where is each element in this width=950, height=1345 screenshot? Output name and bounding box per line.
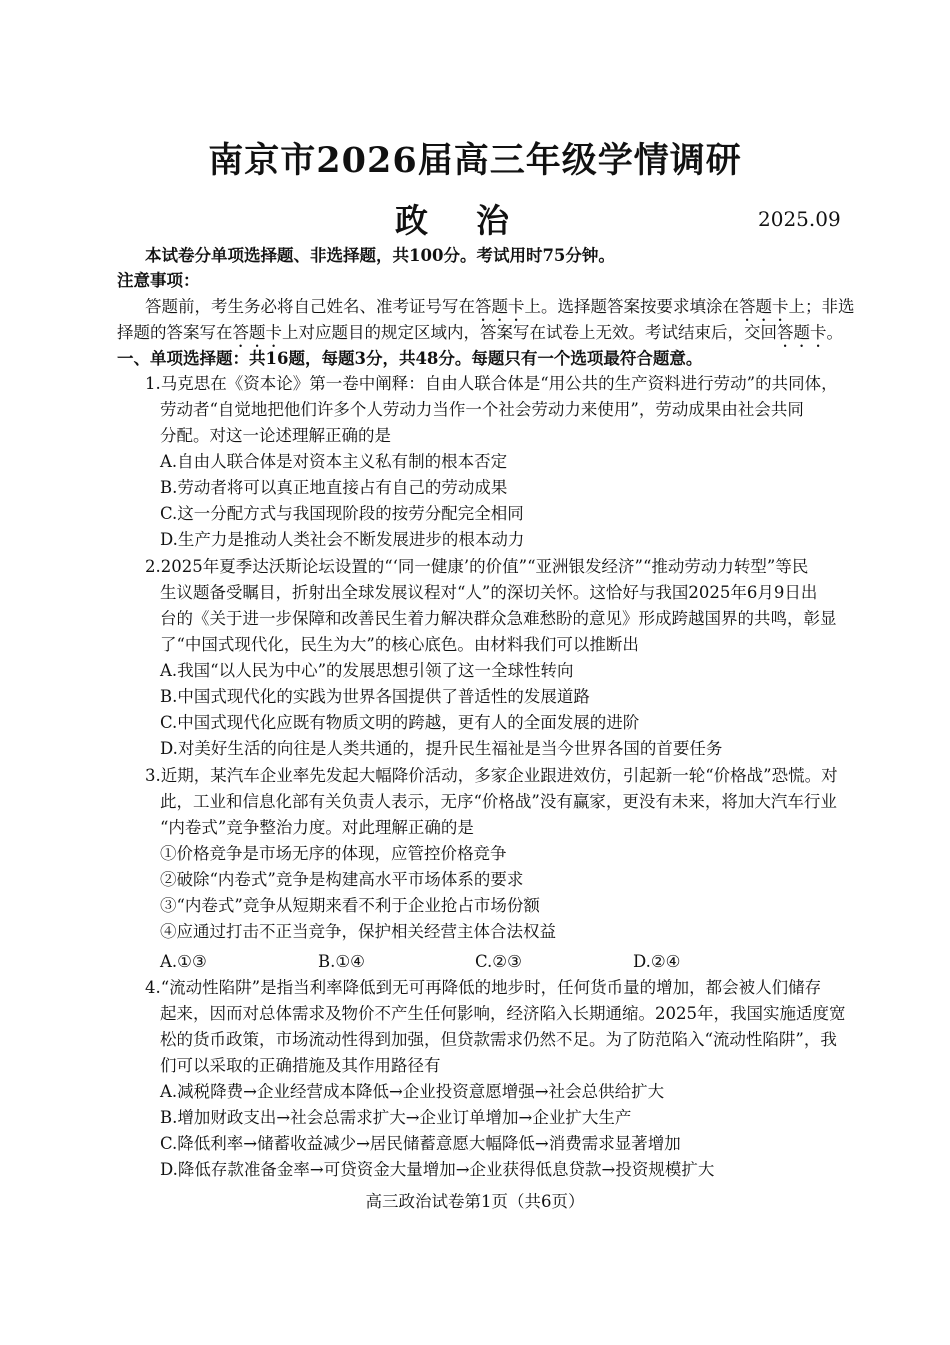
q4-stem-line: 起来，因而对总体需求及物价不产生任何影响，经济陷入长期通缩。2025年，我国实施适度宽 bbox=[160, 1004, 846, 1023]
exam-intro: 本试卷分单项选择题、非选择题，共100分。考试用时75分钟。 bbox=[145, 246, 615, 265]
q3-option-c: C.②③ bbox=[475, 952, 522, 971]
q1-option-b: B.劳动者将可以真正地直接占有自己的劳动成果 bbox=[160, 478, 508, 497]
notice-line-2: 择题的答案写在答题卡上对应题目的规定区域内，答案写在试卷上无效。考试结束后，交回答题卡。 bbox=[117, 323, 843, 342]
q3-stem-line: 此，工业和信息化部有关负责人表示，无序“价格战”没有赢家，更没有未来，将加大汽车行业 bbox=[160, 792, 837, 811]
q2-stem-line: 2.2025年夏季达沃斯论坛设置的“‘同一健康’的价值”“亚洲银发经济”“推动劳动力转型”等民 bbox=[145, 557, 809, 576]
q4-option-b: B.增加财政支出→社会总需求扩大→企业订单增加→企业扩大生产 bbox=[160, 1108, 632, 1127]
q1-stem-line: 分配。对这一论述理解正确的是 bbox=[160, 426, 391, 445]
notice-heading: 注意事项： bbox=[117, 271, 200, 290]
q2-stem-line: 台的《关于进一步保障和改善民生着力解决群众急难愁盼的意见》形成跨越国界的共鸣，彰显 bbox=[160, 609, 837, 628]
q3-item: ①价格竞争是市场无序的体现，应管控价格竞争 bbox=[160, 844, 507, 863]
subject-title: 政治 bbox=[395, 201, 557, 240]
q2-option-a: A.我国“以人民为中心”的发展思想引领了这一全球性转向 bbox=[160, 661, 574, 680]
q2-stem-line: 了“中国式现代化，民生为大”的核心底色。由材料我们可以推断出 bbox=[160, 635, 639, 654]
q3-option-b: B.①④ bbox=[318, 952, 365, 971]
exam-date: 2025.09 bbox=[758, 207, 841, 231]
page-footer: 高三政治试卷第1页（共6页） bbox=[365, 1192, 585, 1211]
emphasis-answer-card: 答题卡 bbox=[475, 297, 525, 316]
q4-stem-line: 4.“流动性陷阱”是指当利率降低到无可再降低的地步时，任何货币量的增加，都会被人们储存 bbox=[145, 978, 822, 997]
q4-stem-line: 们可以采取的正确措施及其作用路径有 bbox=[160, 1056, 441, 1075]
q3-item: ④应通过打击不正当竞争，保护相关经营主体合法权益 bbox=[160, 922, 556, 941]
q4-stem-line: 松的货币政策，市场流动性得到加强，但贷款需求仍然不足。为了防范陷入“流动性陷阱”，我 bbox=[160, 1030, 837, 1049]
q1-option-d: D.生产力是推动人类社会不断发展进步的根本动力 bbox=[160, 530, 525, 549]
q3-item: ②破除“内卷式”竞争是构建高水平市场体系的要求 bbox=[160, 870, 524, 889]
exam-title: 南京市2026届高三年级学情调研 bbox=[208, 140, 742, 181]
q4-option-a: A.减税降费→企业经营成本降低→企业投资意愿增强→社会总供给扩大 bbox=[160, 1082, 665, 1101]
q2-option-d: D.对美好生活的向往是人类共通的，提升民生福祉是当今世界各国的首要任务 bbox=[160, 739, 723, 758]
q2-option-c: C.中国式现代化应既有物质文明的跨越，更有人的全面发展的进阶 bbox=[160, 713, 640, 732]
section-1-heading: 一、单项选择题：共16题，每题3分，共48分。每题只有一个选项最符合题意。 bbox=[117, 349, 703, 368]
q3-option-d: D.②④ bbox=[633, 952, 681, 971]
q3-stem-line: “内卷式”竞争整治力度。对此理解正确的是 bbox=[160, 818, 474, 837]
q1-stem-line: 劳动者“自觉地把他们许多个人劳动力当作一个社会劳动力来使用”，劳动成果由社会共同 bbox=[160, 400, 804, 419]
q4-option-c: C.降低利率→储蓄收益减少→居民储蓄意愿大幅降低→消费需求显著增加 bbox=[160, 1134, 681, 1153]
q3-item: ③“内卷式”竞争从短期来看不利于企业抢占市场份额 bbox=[160, 896, 540, 915]
q1-option-a: A.自由人联合体是对资本主义私有制的根本否定 bbox=[160, 452, 508, 471]
q2-option-b: B.中国式现代化的实践为世界各国提供了普适性的发展道路 bbox=[160, 687, 590, 706]
q2-stem-line: 生议题备受瞩目，折射出全球发展议程对“人”的深切关怀。这恰好与我国2025年6月9日出 bbox=[160, 583, 818, 602]
emphasis-answer-card: 答题卡 bbox=[232, 323, 282, 342]
q1-option-c: C.这一分配方式与我国现阶段的按劳分配完全相同 bbox=[160, 504, 524, 523]
notice-line-1: 答题前，考生务必将自己姓名、准考证号写在答题卡上。选择题答案按要求填涂在答题卡上；非选 bbox=[145, 297, 855, 316]
emphasis-answer-card: 答题卡 bbox=[777, 323, 827, 342]
q1-stem-line: 1.马克思在《资本论》第一卷中阐释：自由人联合体是“用公共的生产资料进行劳动”的共同体， bbox=[145, 374, 838, 393]
q4-option-d: D.降低存款准备金率→可贷资金大量增加→企业获得低息贷款→投资规模扩大 bbox=[160, 1160, 715, 1179]
q3-stem-line: 3.近期，某汽车企业率先发起大幅降价活动，多家企业跟进效仿，引起新一轮“价格战”恐慌。对 bbox=[145, 766, 838, 785]
q3-option-a: A.①③ bbox=[160, 952, 207, 971]
emphasis-answer-card: 答题卡 bbox=[739, 297, 789, 316]
